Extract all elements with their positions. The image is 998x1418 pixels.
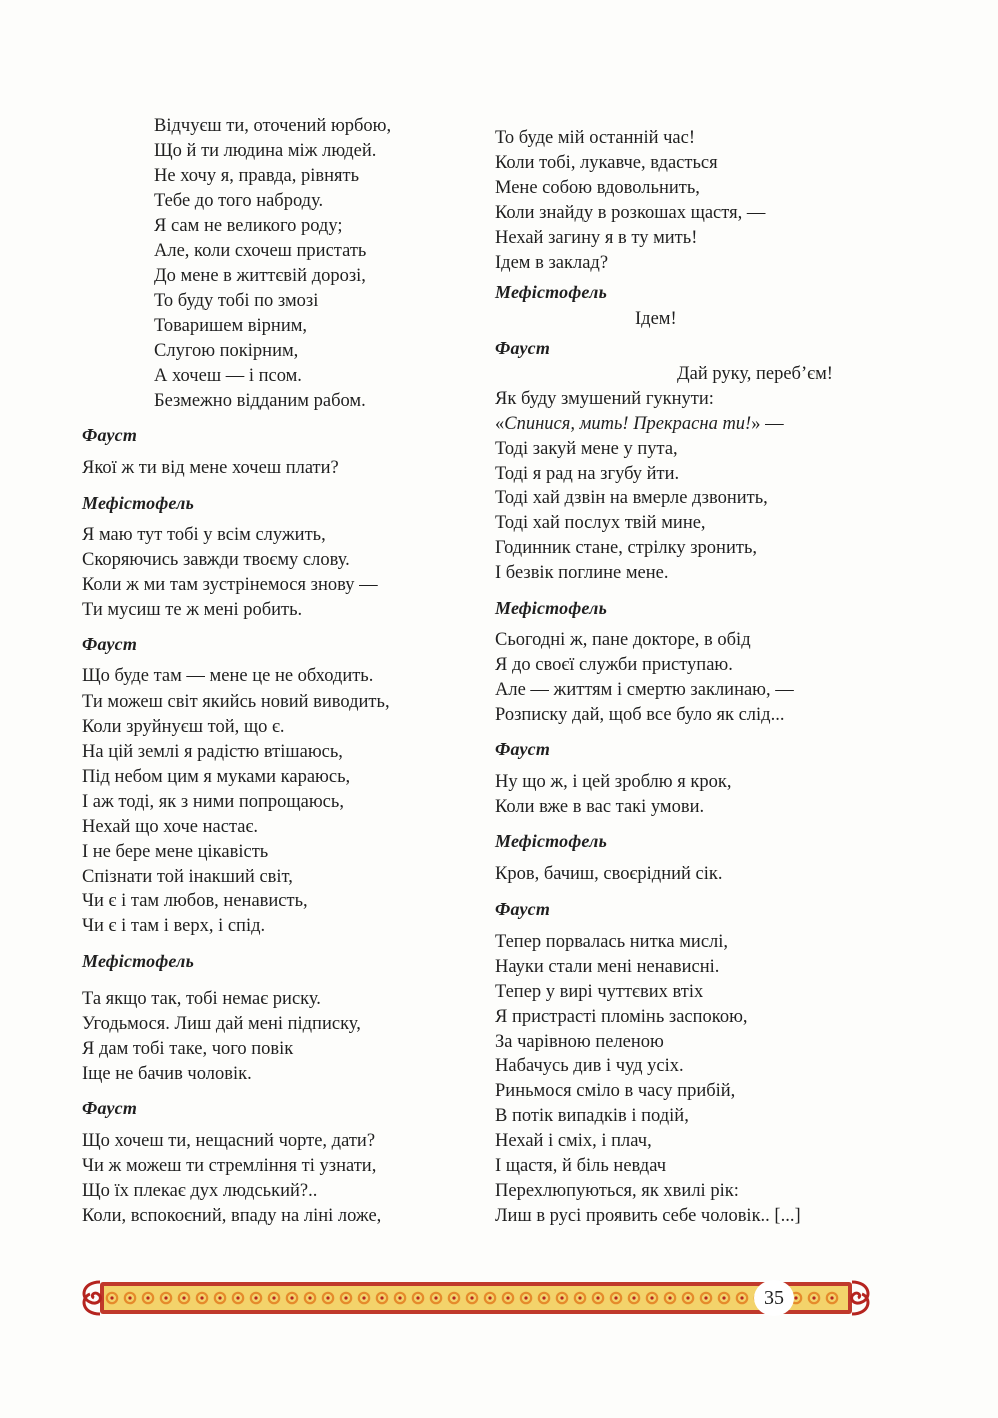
- speaker-name: Мефістофель: [495, 282, 608, 302]
- verse-line: Тоді хай дзвін на вмерле дзвонить,: [495, 488, 768, 508]
- ornament-motif-center: [344, 1296, 347, 1299]
- ornament-motif-center: [380, 1296, 383, 1299]
- verse-line: Тоді хай послух твій мине,: [495, 513, 706, 533]
- verse-line: Я дам тобі таке, чого повік: [82, 1039, 294, 1059]
- ornament-motif-center: [794, 1296, 797, 1299]
- ornament-motif-center: [416, 1296, 419, 1299]
- ornament-motif-center: [182, 1296, 185, 1299]
- ornament-motif-center: [362, 1296, 365, 1299]
- verse-line: То буду тобі по змозі: [154, 291, 319, 311]
- verse-line: І не бере мене цікавість: [82, 842, 269, 862]
- verse-line: Ну що ж, і цей зроблю я крок,: [495, 772, 732, 792]
- verse-line: І щастя, й біль невдач: [495, 1156, 666, 1176]
- speaker-name: Фауст: [82, 1098, 138, 1118]
- ornament-motif-center: [200, 1296, 203, 1299]
- verse-line: Угодьмося. Лиш дай мені підписку,: [82, 1014, 361, 1034]
- ornament-motif-center: [146, 1296, 149, 1299]
- ornament-motif-center: [110, 1296, 113, 1299]
- verse-line: На цій землі я радістю втішаюсь,: [82, 742, 343, 762]
- verse-line: Перехлюпуються, як хвилі рік:: [495, 1181, 739, 1201]
- ornament-motif-center: [452, 1296, 455, 1299]
- verse-line: Нехай і сміх, і плач,: [495, 1131, 652, 1151]
- ornament-motif-center: [290, 1296, 293, 1299]
- ornament-motif-center: [578, 1296, 581, 1299]
- verse-line: А хочеш — і псом.: [154, 366, 302, 386]
- verse-line: Науки стали мені ненависні.: [495, 957, 720, 977]
- verse-line: Тепер порвалась нитка мислі,: [495, 932, 729, 952]
- ornament-motif-center: [308, 1296, 311, 1299]
- ornament-motif-center: [398, 1296, 401, 1299]
- verse-line: Я сам не великого роду;: [154, 216, 343, 236]
- ornament-motif-center: [488, 1296, 491, 1299]
- speaker-name: Фауст: [82, 425, 138, 445]
- verse-line: Що буде там — мене це не обходить.: [82, 666, 374, 686]
- verse-line: Лиш в русі проявить себе чоловік.. [...]: [495, 1206, 801, 1226]
- verse-line: Кров, бачиш, своєрідний сік.: [495, 864, 723, 884]
- ornament-motif-center: [470, 1296, 473, 1299]
- verse-line: Я маю тут тобі у всім служить,: [82, 525, 326, 545]
- verse-line: Слугою покірним,: [154, 341, 299, 361]
- verse-line: Нехай загину я в ту мить!: [495, 228, 698, 248]
- ornament-motif-center: [542, 1296, 545, 1299]
- verse-line: Скоряючись завжди твоєму слову.: [82, 550, 350, 570]
- ornament-motif-center: [326, 1296, 329, 1299]
- ornament-motif-center: [506, 1296, 509, 1299]
- verse-line: Під небом цим я муками караюсь,: [82, 767, 351, 787]
- ornament-motif-center: [740, 1296, 743, 1299]
- speaker-name: Мефістофель: [495, 831, 608, 851]
- verse-line: Безмежно відданим рабом.: [154, 391, 366, 411]
- verse-line: Тоді я рад на згубу йти.: [495, 464, 680, 484]
- speaker-name: Фауст: [82, 634, 138, 654]
- ornament-motif-center: [632, 1296, 635, 1299]
- speaker-name: Мефістофель: [82, 493, 195, 513]
- verse-line: Тебе до того наброду.: [154, 191, 324, 211]
- verse-line: Товаришем вірним,: [154, 316, 308, 336]
- verse-line: Чи є і там любов, ненависть,: [82, 891, 308, 911]
- verse-line: Набачусь див і чуд усіх.: [495, 1056, 684, 1076]
- verse-line: Що хочеш ти, нещасний чорте, дати?: [82, 1131, 376, 1151]
- verse-line: Ідем в заклад?: [495, 253, 609, 273]
- ornament-motif-center: [128, 1296, 131, 1299]
- ornament-motif-center: [614, 1296, 617, 1299]
- verse-line: До мене в життєвій дорозі,: [154, 266, 366, 286]
- verse-line: Тоді закуй мене у пута,: [495, 439, 678, 459]
- ornament-motif-center: [668, 1296, 671, 1299]
- verse-line: Коли ж ми там зустрінемося знову —: [82, 575, 378, 595]
- speaker-name: Фауст: [495, 338, 551, 358]
- verse-line: То буде мій останній час!: [495, 128, 695, 148]
- ornament-motif-center: [236, 1296, 239, 1299]
- verse-line: Але — життям і смертю заклинаю, —: [495, 680, 794, 700]
- verse-line: Нехай що хоче настає.: [82, 817, 259, 837]
- verse-line: І аж тоді, як з ними попрощаюсь,: [82, 792, 344, 812]
- verse-line: Та якщо так, тобі немає риску.: [82, 989, 321, 1009]
- verse-line: Дай руку, переб’єм!: [677, 364, 833, 384]
- verse-line: Риньмося сміло в часу прибій,: [495, 1081, 736, 1101]
- verse-line: За чарівною пеленою: [495, 1032, 664, 1052]
- verse-line: І безвік поглине мене.: [495, 563, 669, 583]
- ornament-motif-center: [704, 1296, 707, 1299]
- verse-line: Коли тобі, лукавче, вдасться: [495, 153, 718, 173]
- verse-line: Ідем!: [635, 309, 677, 329]
- verse-line: Розписку дай, щоб все було як слід...: [495, 705, 785, 725]
- verse-line: Що їх плекає дух людський?..: [82, 1181, 318, 1201]
- verse-line: В потік випадків і подій,: [495, 1106, 689, 1126]
- verse-line: Чи ж можеш ти стремління ті узнати,: [82, 1156, 377, 1176]
- speaker-name: Фауст: [495, 739, 551, 759]
- verse-line: Ти мусиш те ж мені робить.: [82, 600, 303, 620]
- speaker-name: Фауст: [495, 899, 551, 919]
- ornament-motif-center: [722, 1296, 725, 1299]
- verse-line: Я пристрасті пломінь заспокою,: [495, 1007, 748, 1027]
- verse-line: Іще не бачив чоловік.: [82, 1064, 252, 1084]
- verse-line: Якої ж ти від мене хочеш плати?: [82, 458, 339, 478]
- verse-line: Але, коли схочеш пристать: [154, 241, 367, 261]
- ornament-motif-center: [596, 1296, 599, 1299]
- ornament-motif-center: [164, 1296, 167, 1299]
- ornament-motif-center: [812, 1296, 815, 1299]
- verse-line: Ти можеш світ якийсь новий виводить,: [82, 692, 390, 712]
- verse-line: Коли, вспокоєний, впаду на ліні ложе,: [82, 1206, 382, 1226]
- verse-line: Спізнати той інакший світ,: [82, 867, 293, 887]
- verse-line: Я до своєї служби приступаю.: [495, 655, 733, 675]
- ornament-motif-center: [686, 1296, 689, 1299]
- ornament-left-curl: [84, 1282, 100, 1303]
- ornament-motif-center: [254, 1296, 257, 1299]
- verse-line: Як буду змушений гукнути:: [495, 389, 714, 409]
- verse-line: Годинник стане, стрілку зронить,: [495, 538, 758, 558]
- ornament-motif-center: [218, 1296, 221, 1299]
- verse-line: Чи є і там і верх, і спід.: [82, 916, 266, 936]
- ornament-right-curl: [852, 1282, 868, 1303]
- ornament-motif-center: [650, 1296, 653, 1299]
- verse-line: Коли знайду в розкошах щастя, —: [495, 203, 766, 223]
- verse-line: Що й ти людина між людей.: [154, 141, 377, 161]
- ornament-motif-center: [524, 1296, 527, 1299]
- speaker-name: Мефістофель: [495, 598, 608, 618]
- verse-line: «Спинися, мить! Прекрасна ти!» —: [495, 414, 784, 434]
- page-number: 35: [754, 1280, 794, 1316]
- verse-line: Коли вже в вас такі умови.: [495, 797, 705, 817]
- ornament-motif-center: [830, 1296, 833, 1299]
- verse-line: Відчуєш ти, оточений юрбою,: [154, 116, 392, 136]
- ornament-motif-center: [434, 1296, 437, 1299]
- ornament-motif-center: [272, 1296, 275, 1299]
- verse-line: Мене собою вдовольнить,: [495, 178, 700, 198]
- ornament-motif-center: [560, 1296, 563, 1299]
- verse-line: Коли зруйнуєш той, що є.: [82, 717, 285, 737]
- verse-line: Тепер у вирі чуттєвих втіх: [495, 982, 704, 1002]
- verse-line: Не хочу я, правда, рівнять: [154, 166, 360, 186]
- speaker-name: Мефістофель: [82, 951, 195, 971]
- verse-line: Сьогодні ж, пане докторе, в обід: [495, 630, 751, 650]
